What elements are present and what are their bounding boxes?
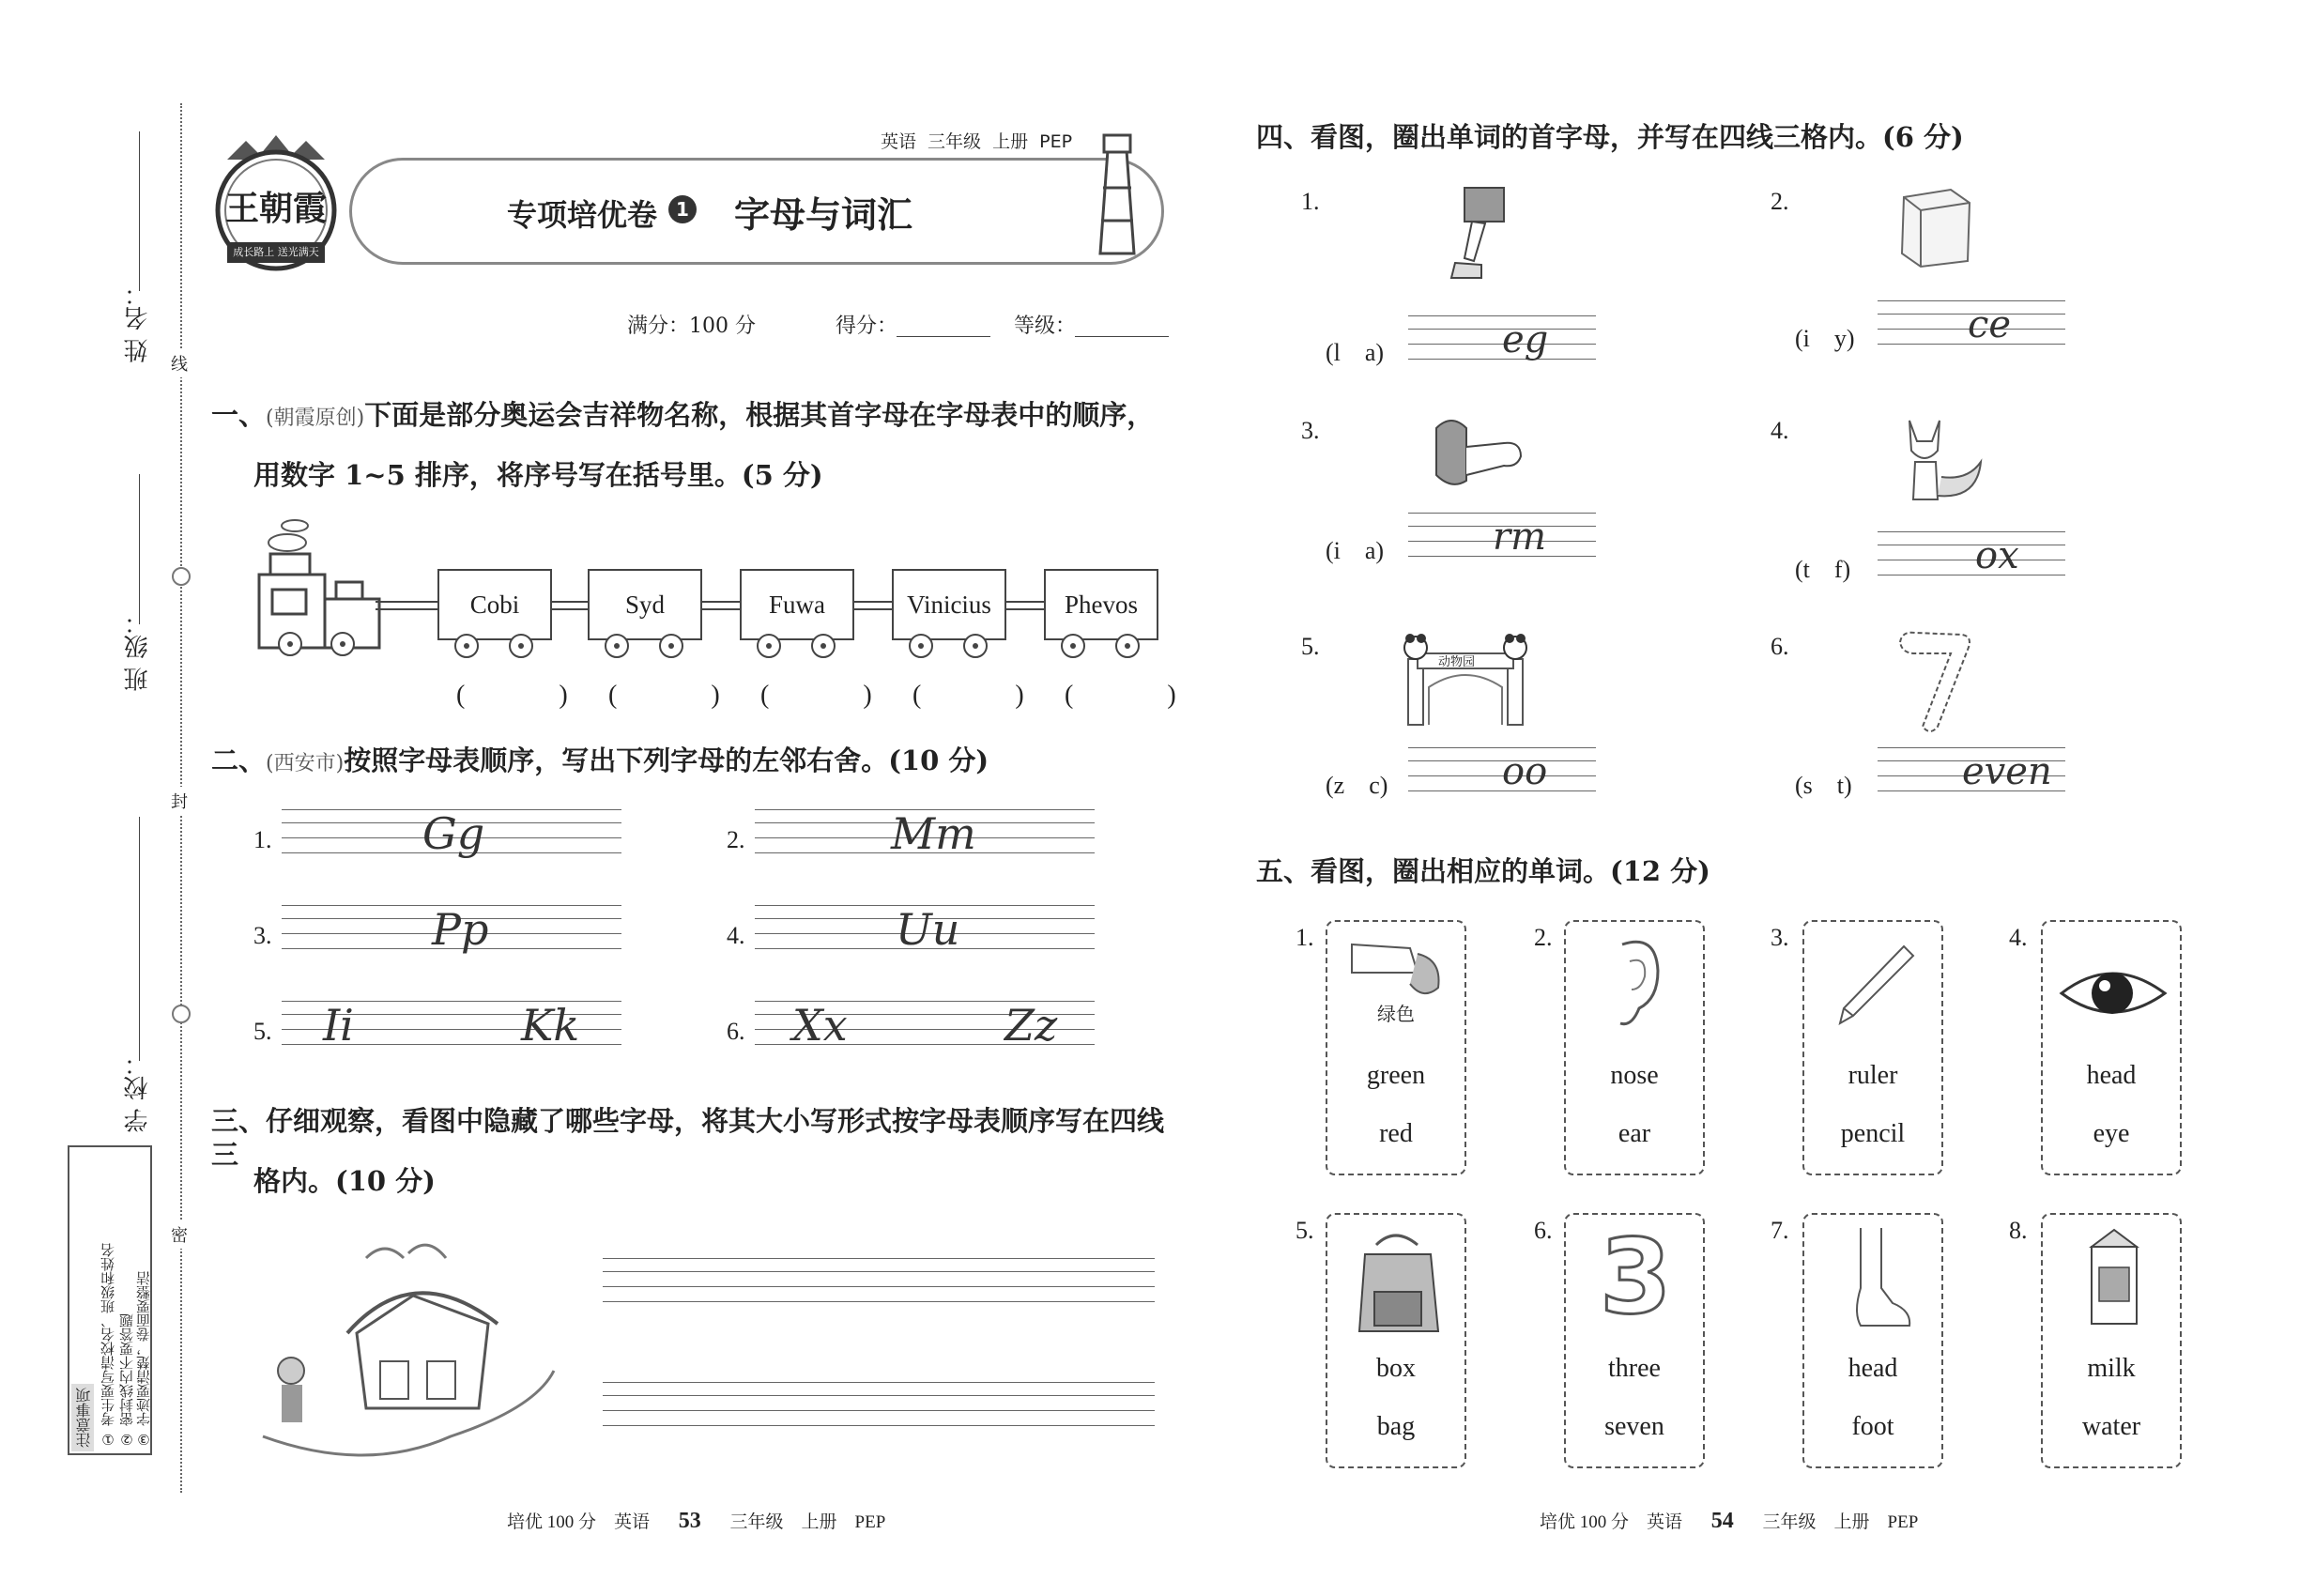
letter-mm: Mm bbox=[891, 808, 976, 859]
answer-blank-vinicius[interactable]: ( ) bbox=[912, 681, 1058, 710]
train-car-fuwa: Fuwa bbox=[740, 569, 854, 640]
class-field[interactable] bbox=[139, 474, 140, 624]
s5-item-number: 1. bbox=[1296, 924, 1314, 951]
letter-zz: Zz bbox=[1004, 1000, 1058, 1051]
train-wheel bbox=[1061, 634, 1085, 658]
grade-field[interactable] bbox=[1075, 336, 1169, 337]
s4-item-number: 3. bbox=[1301, 417, 1320, 444]
s3-answer-lines-2[interactable] bbox=[603, 1382, 1155, 1431]
answer-blank-cobi[interactable]: ( ) bbox=[456, 681, 602, 710]
train-wheel bbox=[963, 634, 988, 658]
train-wheel bbox=[454, 634, 479, 658]
score-field[interactable] bbox=[897, 336, 990, 337]
s4-options-4[interactable]: (t f) bbox=[1795, 556, 1851, 583]
school-label: 学 校： bbox=[124, 1051, 152, 1133]
option-head[interactable]: head bbox=[1848, 1354, 1898, 1383]
option-ruler[interactable]: ruler bbox=[1848, 1061, 1898, 1090]
s4-options-5[interactable]: (z c) bbox=[1326, 772, 1388, 799]
s2-writing-lines-6[interactable] bbox=[755, 1001, 1095, 1051]
section-1-text-2: 用数字 1~5 排序，将序号写在括号里。(5 分) bbox=[253, 459, 823, 491]
option-green[interactable]: green bbox=[1366, 1061, 1426, 1090]
s2-item-number: 4. bbox=[727, 922, 745, 949]
option-ear[interactable]: ear bbox=[1618, 1119, 1651, 1148]
s5-item-number: 3. bbox=[1771, 924, 1789, 951]
section-3-heading: 三、仔细观察，看图中隐藏了哪些字母，将其大小写形式按字母表顺序写在四线三 bbox=[211, 1105, 1165, 1171]
notes-title: 注意事项 bbox=[71, 1384, 94, 1451]
footer-right-pre: 培优 100 分 英语 bbox=[1540, 1512, 1683, 1532]
s2-item-number: 3. bbox=[253, 922, 272, 949]
s5-card-7 bbox=[1802, 1213, 1943, 1468]
s5-card-5 bbox=[1326, 1213, 1466, 1468]
word-part-rm: rm bbox=[1493, 515, 1547, 559]
option-pencil[interactable]: pencil bbox=[1840, 1119, 1906, 1148]
footer-left bbox=[507, 1508, 885, 1534]
seal-char-3: 密 bbox=[171, 1220, 188, 1249]
option-three[interactable]: three bbox=[1608, 1354, 1661, 1383]
section-2-source: (西安市) bbox=[266, 752, 345, 775]
s2-item-number: 6. bbox=[727, 1018, 745, 1045]
score-label: 得分： bbox=[836, 315, 898, 338]
option-head[interactable]: head bbox=[2086, 1061, 2137, 1090]
foot-picture bbox=[1832, 1222, 1917, 1339]
train-engine-icon bbox=[252, 516, 392, 657]
option-nose[interactable]: nose bbox=[1610, 1061, 1659, 1090]
s2-writing-lines-2[interactable] bbox=[755, 809, 1095, 860]
zoo-sign-text: 动物园 bbox=[1438, 655, 1476, 669]
paint-tube-picture bbox=[1344, 935, 1451, 1001]
s4-item-number: 4. bbox=[1771, 417, 1789, 444]
note-2: ② 密封线内不要答题 bbox=[118, 1313, 135, 1448]
s4-item-number: 1. bbox=[1301, 188, 1320, 215]
word-part-oo: oo bbox=[1502, 750, 1548, 793]
header-meta: 英语 三年级 上册 PEP bbox=[881, 131, 1073, 152]
number-three-picture: 3 bbox=[1600, 1217, 1672, 1337]
s5-card-1 bbox=[1326, 920, 1466, 1175]
train-wheel bbox=[509, 634, 533, 658]
letter-xx: Xx bbox=[792, 1000, 848, 1051]
footer-right-post: 三年级 上册 PEP bbox=[1762, 1512, 1919, 1532]
s5-card-6 bbox=[1564, 1213, 1705, 1468]
option-water[interactable]: water bbox=[2081, 1412, 2141, 1441]
footer-right bbox=[1540, 1508, 1918, 1534]
section-4-heading: 四、看图，圈出单词的首字母，并写在四线三格内。(6 分) bbox=[1256, 121, 1964, 153]
zoo-gate-picture bbox=[1395, 631, 1536, 729]
section-3-text-2: 格内。(10 分) bbox=[253, 1165, 436, 1197]
name-label: 姓 名： bbox=[124, 282, 152, 363]
letter-kk: Kk bbox=[521, 1000, 580, 1051]
train-wheel bbox=[909, 634, 933, 658]
ice-cube-picture bbox=[1893, 182, 1977, 272]
s4-writing-lines-5[interactable] bbox=[1408, 747, 1596, 798]
seal-dot-1 bbox=[172, 567, 191, 586]
brand-sub: 成长路上 送光满天 bbox=[233, 246, 319, 258]
school-field[interactable] bbox=[139, 817, 140, 1061]
s2-item-number: 2. bbox=[727, 826, 745, 853]
backpack-picture bbox=[1348, 1226, 1448, 1343]
train-car-phevos: Phevos bbox=[1044, 569, 1158, 640]
full-score: 满分：100 分 bbox=[627, 315, 756, 338]
section-2-heading: 二、(西安市)按照字母表顺序，写出下列字母的左邻右舍。(10 分) bbox=[211, 744, 989, 776]
train-wheel bbox=[659, 634, 683, 658]
grade-label: 等级： bbox=[1014, 315, 1077, 338]
option-foot[interactable]: foot bbox=[1851, 1412, 1894, 1441]
ear-picture bbox=[1603, 933, 1669, 1036]
caption-green-chinese: 绿色 bbox=[1377, 1003, 1415, 1025]
s4-options-1[interactable]: (l a) bbox=[1326, 339, 1385, 366]
option-eye[interactable]: eye bbox=[2093, 1119, 2130, 1148]
train-car-syd: Syd bbox=[588, 569, 702, 640]
section-1-source: (朝霞原创) bbox=[266, 407, 365, 430]
s4-options-3[interactable]: (i a) bbox=[1326, 537, 1385, 564]
option-red[interactable]: red bbox=[1379, 1119, 1413, 1148]
s5-item-number: 2. bbox=[1534, 924, 1553, 951]
brand-name: 王朝霞 bbox=[224, 189, 327, 228]
milk-carton-picture bbox=[2086, 1226, 2142, 1329]
train-wheel bbox=[278, 632, 302, 656]
train-wheel bbox=[1115, 634, 1140, 658]
s2-writing-lines-3[interactable] bbox=[282, 905, 621, 956]
s4-writing-lines-4[interactable] bbox=[1878, 531, 2065, 582]
s2-item-number: 5. bbox=[253, 1018, 272, 1045]
notes-box bbox=[68, 1145, 152, 1455]
s5-card-4 bbox=[2041, 920, 2182, 1175]
page-title: 字母与词汇 bbox=[734, 194, 913, 236]
s2-writing-lines-4[interactable] bbox=[755, 905, 1095, 956]
footer-left-pre: 培优 100 分 英语 bbox=[507, 1512, 651, 1532]
train-wheel bbox=[757, 634, 781, 658]
word-part-eg: eg bbox=[1502, 318, 1549, 361]
seal-char-2: 封 bbox=[171, 787, 188, 815]
s5-item-number: 8. bbox=[2009, 1217, 2028, 1244]
s4-writing-lines-1[interactable] bbox=[1408, 315, 1596, 366]
arm-picture bbox=[1423, 409, 1536, 494]
word-part-ce: ce bbox=[1968, 303, 2012, 346]
word-part-ox: ox bbox=[1975, 534, 2019, 577]
number-seven-picture bbox=[1893, 625, 1977, 738]
letter-gg: Gg bbox=[422, 808, 485, 859]
s4-writing-lines-3[interactable] bbox=[1408, 513, 1596, 563]
s4-writing-lines-2[interactable] bbox=[1878, 300, 2065, 351]
seal-char-1: 线 bbox=[171, 349, 188, 377]
answer-blank-fuwa[interactable]: ( ) bbox=[760, 681, 906, 710]
train-wheel bbox=[605, 634, 629, 658]
train-car-cobi: Cobi bbox=[437, 569, 552, 640]
train-wheel bbox=[811, 634, 836, 658]
train-wheel bbox=[330, 632, 355, 656]
pencil-picture bbox=[1825, 939, 1919, 1033]
letter-uu: Uu bbox=[896, 904, 960, 955]
s2-item-number: 1. bbox=[253, 826, 272, 853]
option-box[interactable]: box bbox=[1376, 1354, 1416, 1383]
option-seven[interactable]: seven bbox=[1604, 1412, 1664, 1441]
page-number-54: 54 bbox=[1710, 1509, 1734, 1533]
s2-writing-lines-5[interactable] bbox=[282, 1001, 621, 1051]
title-number-badge: 1 bbox=[668, 195, 697, 223]
letter-pp: Pp bbox=[432, 904, 489, 955]
s4-item-number: 6. bbox=[1771, 633, 1789, 660]
name-field[interactable] bbox=[139, 131, 140, 291]
s4-options-2[interactable]: (i y) bbox=[1795, 325, 1855, 352]
train-car-vinicius: Vinicius bbox=[892, 569, 1006, 640]
hidden-letters-house-picture bbox=[253, 1220, 563, 1474]
panda-icon bbox=[1395, 631, 1536, 729]
s5-item-number: 7. bbox=[1771, 1217, 1789, 1244]
s4-item-number: 5. bbox=[1301, 633, 1320, 660]
brand-logo bbox=[208, 131, 344, 272]
s5-card-2 bbox=[1564, 920, 1705, 1175]
answer-blank-phevos[interactable]: ( ) bbox=[1065, 681, 1210, 710]
section-1-heading: 一、(朝霞原创)下面是部分奥运会吉祥物名称，根据其首字母在字母表中的顺序， bbox=[211, 399, 1155, 431]
section-5-heading: 五、看图，圈出相应的单词。(12 分) bbox=[1256, 855, 1710, 887]
footer-left-post: 三年级 上册 PEP bbox=[729, 1512, 886, 1532]
answer-blank-syd[interactable]: ( ) bbox=[608, 681, 754, 710]
leg-picture bbox=[1427, 178, 1521, 291]
s5-item-number: 6. bbox=[1534, 1217, 1553, 1244]
s2-writing-lines-1[interactable] bbox=[282, 809, 621, 860]
s3-answer-lines-1[interactable] bbox=[603, 1258, 1155, 1307]
seal-dot-2 bbox=[172, 1005, 191, 1023]
option-bag[interactable]: bag bbox=[1376, 1412, 1416, 1441]
fox-picture bbox=[1883, 406, 1996, 514]
s4-item-number: 2. bbox=[1771, 188, 1789, 215]
class-label: 班 级： bbox=[124, 610, 152, 692]
lighthouse-icon bbox=[1080, 122, 1155, 263]
letter-ii: Ii bbox=[323, 1000, 354, 1051]
option-milk[interactable]: milk bbox=[2087, 1354, 2136, 1383]
note-3: ③ 字迹要清楚，卷面要整洁 bbox=[135, 1271, 152, 1448]
s4-options-6[interactable]: (s t) bbox=[1795, 772, 1852, 799]
s5-card-3 bbox=[1802, 920, 1943, 1175]
s5-card-8 bbox=[2041, 1213, 2182, 1468]
s5-item-number: 5. bbox=[1296, 1217, 1314, 1244]
s4-writing-lines-6[interactable] bbox=[1878, 747, 2065, 798]
s5-item-number: 4. bbox=[2009, 924, 2028, 951]
title-prefix: 专项培优卷 bbox=[507, 197, 658, 233]
page-number-53: 53 bbox=[678, 1509, 701, 1533]
eye-picture bbox=[2056, 959, 2170, 1025]
note-1: ① 考生要写清校名、班级和姓名 bbox=[100, 1243, 116, 1448]
word-part-even: even bbox=[1962, 750, 2052, 793]
